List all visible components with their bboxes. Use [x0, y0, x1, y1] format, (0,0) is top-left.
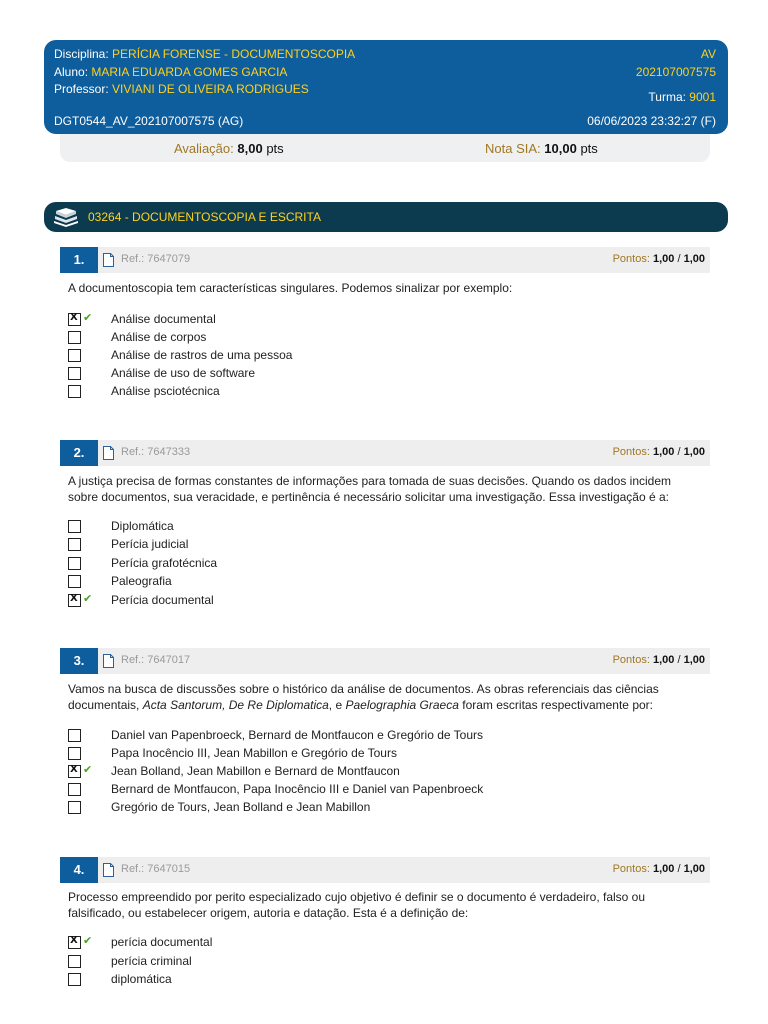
question-header: [60, 857, 710, 883]
checkbox-checked[interactable]: [68, 313, 81, 326]
question-text: A documentoscopia tem características singulares. Podemos sinalizar por exemplo:: [68, 281, 513, 295]
points-total: 1,00: [683, 863, 705, 875]
disciplina-value: PERÍCIA FORENSE - DOCUMENTOSCOPIA: [112, 47, 356, 61]
correct-check-icon: ✔: [83, 934, 93, 947]
question-text: [68, 681, 692, 713]
question-text-line: falsificado, ou estabelecer origem, autoria e datação. Esta é a definição de:: [68, 906, 469, 920]
correct-check-icon: ✔: [83, 311, 93, 324]
question-text-line: Processo empreendido por perito especializado cujo objetivo é definir se o documento é verdadeiro, falso ou: [68, 890, 646, 904]
checkbox-checked[interactable]: [68, 765, 81, 778]
option-label: Paleografia: [111, 574, 172, 588]
checkbox[interactable]: [68, 349, 81, 362]
exam-code: DGT0544_AV_202107007575 (AG): [54, 114, 244, 128]
checkbox[interactable]: [68, 783, 81, 796]
option-label: Gregório de Tours, Jean Bolland e Jean Mabillon: [111, 800, 371, 814]
question-points: [613, 446, 705, 458]
checkbox[interactable]: [68, 747, 81, 760]
italic-title: Paelographia Graeca: [345, 698, 459, 712]
points-separator: /: [677, 654, 681, 666]
points-value: 1,00: [652, 863, 675, 875]
option-label: Análise de rastros de uma pessoa: [111, 348, 293, 362]
option-label: diplomática: [111, 972, 172, 986]
professor-label: Professor:: [54, 82, 109, 96]
points-separator: /: [677, 253, 681, 265]
option-label: Perícia grafotécnica: [111, 556, 218, 570]
aluno-label: Aluno:: [54, 65, 89, 79]
section-title: 03264 - DOCUMENTOSCOPIA E ESCRITA: [88, 210, 321, 224]
option-label: Daniel van Papenbroeck, Bernard de Montfaucon e Gregório de Tours: [111, 728, 484, 742]
question-header: [60, 440, 710, 466]
nota-label: Nota SIA:: [485, 141, 541, 156]
aluno-value: MARIA EDUARDA GOMES GARCIA: [91, 65, 288, 79]
section-header: [44, 202, 728, 232]
question-points: [613, 253, 705, 265]
points-separator: /: [677, 863, 681, 875]
aluno-row: [54, 65, 287, 79]
disciplina-label: Disciplina:: [54, 47, 109, 61]
option-label: Análise de uso de software: [111, 366, 256, 380]
document-icon: [103, 654, 114, 668]
nota-value: 10,00: [544, 141, 577, 156]
option-label: Perícia documental: [111, 593, 214, 607]
question-header: [60, 648, 710, 674]
points-label: Pontos:: [612, 863, 650, 875]
option-label: Análise psciotécnica: [111, 384, 220, 398]
document-icon: [103, 863, 114, 877]
text-fragment: , e: [328, 698, 343, 712]
checkbox[interactable]: [68, 385, 81, 398]
option-label: Papa Inocêncio III, Jean Mabillon e Gregório de Tours: [111, 746, 397, 760]
checkbox[interactable]: [68, 801, 81, 814]
option-label: perícia documental: [111, 935, 213, 949]
question-number: 2.: [60, 440, 98, 466]
checkbox-checked[interactable]: [68, 594, 81, 607]
scores-bar: [60, 134, 710, 162]
exam-datetime: 06/06/2023 23:32:27 (F): [587, 114, 716, 128]
text-fragment: documentais,: [68, 698, 140, 712]
correct-check-icon: ✔: [83, 592, 93, 605]
option-label: Perícia judicial: [111, 537, 189, 551]
question-number: 1.: [60, 247, 98, 273]
checkbox[interactable]: [68, 367, 81, 380]
avaliacao-label: Avaliação:: [174, 141, 234, 156]
points-total: 1,00: [683, 253, 705, 265]
turma-label: Turma:: [648, 90, 686, 104]
nota-sia-score: [485, 141, 598, 156]
turma-value: 9001: [689, 90, 716, 104]
document-icon: [103, 253, 114, 267]
text-fragment: foram escritas respectivamente por:: [462, 698, 653, 712]
points-total: 1,00: [683, 446, 705, 458]
question-header: [60, 247, 710, 273]
disciplina-row: [54, 47, 355, 61]
nota-unit: pts: [580, 141, 598, 156]
question-points: [613, 654, 705, 666]
points-separator: /: [677, 446, 681, 458]
italic-title: Acta Santorum, De Re Diplomatica: [142, 698, 329, 712]
turma-row: [648, 90, 716, 104]
question-text: [68, 473, 692, 505]
option-label: Jean Bolland, Jean Mabillon e Bernard de Montfaucon: [111, 764, 400, 778]
avaliacao-value: 8,00: [237, 141, 263, 156]
points-value: 1,00: [652, 446, 675, 458]
checkbox[interactable]: [68, 955, 81, 968]
question-text: [68, 889, 692, 921]
points-label: Pontos:: [612, 654, 650, 666]
books-icon: [52, 207, 80, 227]
checkbox-checked[interactable]: [68, 936, 81, 949]
question-points: [613, 863, 705, 875]
exam-header: [44, 40, 728, 134]
option-label: Bernard de Montfaucon, Papa Inocêncio III e Daniel van Papenbroeck: [111, 782, 484, 796]
question-text-line: sobre documentos, sua veracidade, e pertinência é necessário solicitar uma investigação. Essa investigação é a:: [68, 490, 670, 504]
checkbox[interactable]: [68, 331, 81, 344]
exam-type: AV: [700, 47, 716, 61]
checkbox[interactable]: [68, 538, 81, 551]
question-ref: Ref.: 7647079: [121, 253, 191, 265]
option-label: Análise documental: [111, 312, 216, 326]
points-value: 1,00: [652, 654, 675, 666]
checkbox[interactable]: [68, 520, 81, 533]
question-number: 4.: [60, 857, 98, 883]
points-value: 1,00: [652, 253, 675, 265]
question-text-line: Vamos na busca de discussões sobre o histórico da análise de documentos. As obras referenciais das ciências: [68, 682, 659, 696]
option-label: Análise de corpos: [111, 330, 207, 344]
document-icon: [103, 446, 114, 460]
question-ref: Ref.: 7647333: [121, 446, 191, 458]
matricula: 202107007575: [635, 65, 716, 79]
professor-value: VIVIANI DE OLIVEIRA RODRIGUES: [112, 82, 309, 96]
option-label: perícia criminal: [111, 954, 192, 968]
checkbox[interactable]: [68, 575, 81, 588]
checkbox[interactable]: [68, 973, 81, 986]
question-ref: Ref.: 7647017: [121, 654, 191, 666]
checkbox[interactable]: [68, 729, 81, 742]
points-label: Pontos:: [612, 253, 650, 265]
professor-row: [54, 82, 309, 96]
option-label: Diplomática: [111, 519, 174, 533]
correct-check-icon: ✔: [83, 763, 93, 776]
points-total: 1,00: [683, 654, 705, 666]
question-text-line: A justiça precisa de formas constantes de informações para tomada de suas decisões. Quando os dados incidem: [68, 474, 672, 488]
question-text-line: [68, 697, 692, 713]
question-ref: Ref.: 7647015: [121, 863, 191, 875]
question-number: 3.: [60, 648, 98, 674]
avaliacao-score: [174, 141, 284, 156]
checkbox[interactable]: [68, 557, 81, 570]
points-label: Pontos:: [612, 446, 650, 458]
avaliacao-unit: pts: [266, 141, 284, 156]
